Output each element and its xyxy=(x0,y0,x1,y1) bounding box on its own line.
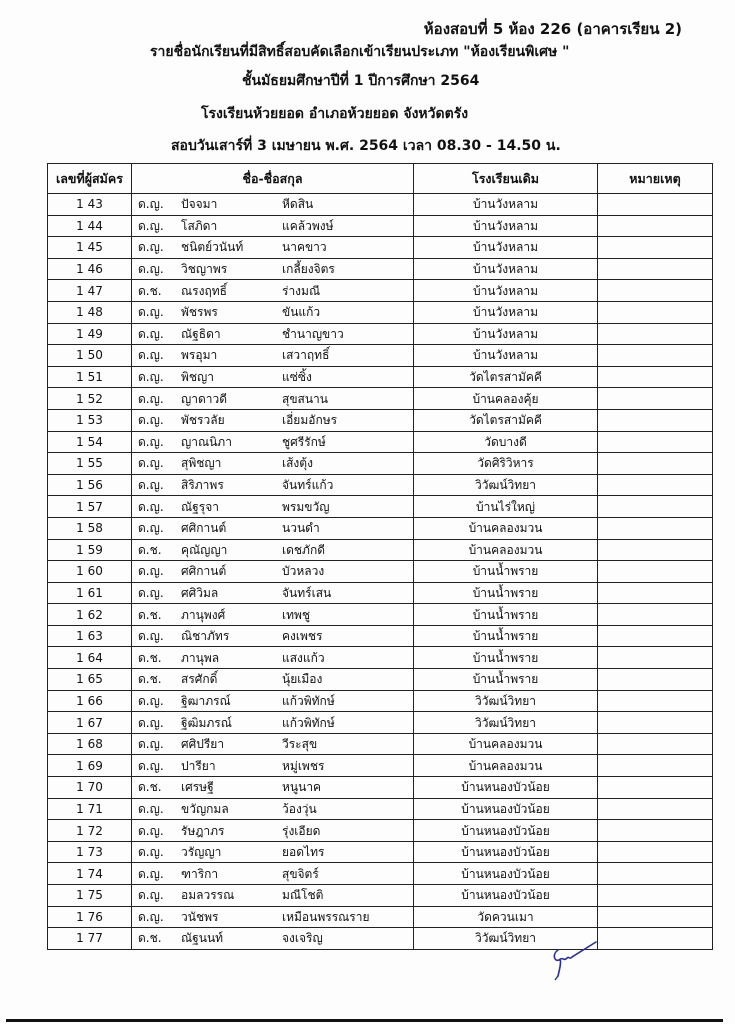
previous-school: บ้านน้ำพราย xyxy=(414,561,598,583)
table-row xyxy=(48,517,713,539)
name-prefix: ด.ญ. xyxy=(138,348,164,363)
first-name: เศรษฐี xyxy=(181,780,214,795)
last-name: ว้องวุ่น xyxy=(282,801,317,816)
previous-school: บ้านคลองมวน xyxy=(414,539,598,561)
remarks-cell xyxy=(598,561,713,583)
name-prefix: ด.ช. xyxy=(138,931,162,946)
full-name-cell xyxy=(132,539,414,561)
remarks-cell xyxy=(598,474,713,496)
remarks-cell xyxy=(598,798,713,820)
column-header-previous-school: โรงเรียนเดิม xyxy=(414,164,598,194)
table-row xyxy=(48,366,713,388)
table-row xyxy=(48,885,713,907)
applicant-number: 1 58 xyxy=(48,517,132,539)
last-name: สุขสนาน xyxy=(282,391,328,406)
full-name-cell xyxy=(132,409,414,431)
previous-school: บ้านคลองมวน xyxy=(414,755,598,777)
table-row xyxy=(48,474,713,496)
previous-school: วัดไตรสามัคคี xyxy=(414,366,598,388)
table-row xyxy=(48,323,713,345)
table-row xyxy=(48,798,713,820)
name-prefix: ด.ญ. xyxy=(138,909,164,924)
table-row xyxy=(48,582,713,604)
applicant-number: 1 74 xyxy=(48,863,132,885)
name-prefix: ด.ญ. xyxy=(138,413,164,428)
first-name: ภานุพงศ์ xyxy=(181,607,226,622)
applicant-number: 1 48 xyxy=(48,301,132,323)
remarks-cell xyxy=(598,345,713,367)
table-row xyxy=(48,194,713,216)
full-name-cell xyxy=(132,863,414,885)
first-name: ศศิปรียา xyxy=(181,737,225,752)
full-name-cell xyxy=(132,604,414,626)
remarks-cell xyxy=(598,496,713,518)
name-prefix: ด.ญ. xyxy=(138,629,164,644)
name-prefix: ด.ญ. xyxy=(138,801,164,816)
first-name: พิชญา xyxy=(181,370,215,385)
previous-school: บ้านหนองบัวน้อย xyxy=(414,863,598,885)
previous-school: วัดศิริวิหาร xyxy=(414,453,598,475)
remarks-cell xyxy=(598,539,713,561)
applicant-number: 1 66 xyxy=(48,690,132,712)
name-prefix: ด.ช. xyxy=(138,650,162,665)
previous-school: บ้านวังหลาม xyxy=(414,237,598,259)
previous-school: วิวัฒน์วิทยา xyxy=(414,474,598,496)
last-name: แคล้วพงษ์ xyxy=(282,218,334,233)
remarks-cell xyxy=(598,280,713,302)
school-heading: โรงเรียนห้วยยอด อำเภอห้วยยอด จังหวัดตรัง xyxy=(201,106,469,122)
last-name: รุ่งเอียด xyxy=(282,823,321,838)
table-row xyxy=(48,625,713,647)
remarks-cell xyxy=(598,906,713,928)
first-name: รัษฎาภร xyxy=(181,823,225,838)
remarks-cell xyxy=(598,604,713,626)
last-name: คงเพชร xyxy=(282,629,323,644)
last-name: มณีโชติ xyxy=(282,888,324,903)
first-name: อมลวรรณ xyxy=(181,888,235,903)
last-name: นาคขาว xyxy=(282,240,327,255)
last-name: จันทร์เสน xyxy=(282,585,332,600)
table-row xyxy=(48,863,713,885)
last-name: ชูศรีรักษ์ xyxy=(282,434,326,449)
remarks-cell xyxy=(598,388,713,410)
applicant-number: 1 60 xyxy=(48,561,132,583)
full-name-cell xyxy=(132,323,414,345)
table-row xyxy=(48,431,713,453)
table-row xyxy=(48,733,713,755)
first-name: โสภิดา xyxy=(181,218,218,233)
table-row xyxy=(48,604,713,626)
remarks-cell xyxy=(598,301,713,323)
first-name: ฑาริกา xyxy=(181,866,219,881)
previous-school: วัดบางดี xyxy=(414,431,598,453)
first-name: ญาดาวดี xyxy=(181,391,228,406)
last-name: นวนดำ xyxy=(282,521,320,536)
table-row xyxy=(48,215,713,237)
previous-school: บ้านวังหลาม xyxy=(414,301,598,323)
first-name: ณัฐธิดา xyxy=(181,326,221,341)
previous-school: บ้านหนองบัวน้อย xyxy=(414,777,598,799)
table-body xyxy=(48,194,713,950)
name-prefix: ด.ช. xyxy=(138,780,162,795)
table-row xyxy=(48,496,713,518)
remarks-cell xyxy=(598,712,713,734)
first-name: พัชรพร xyxy=(181,305,218,320)
last-name: ชำนาญขาว xyxy=(282,326,344,341)
last-name: เหมือนพรรณราย xyxy=(282,909,370,924)
document-title: รายชื่อนักเรียนที่มีสิทธิ์สอบคัดเลือกเข้าเรียนประเภท "ห้องเรียนพิเศษ " xyxy=(150,44,570,60)
last-name: ยอดไทร xyxy=(282,845,325,860)
table-row xyxy=(48,928,713,950)
applicant-number: 1 56 xyxy=(48,474,132,496)
full-name-cell xyxy=(132,841,414,863)
first-name: วนัชพร xyxy=(181,909,219,924)
previous-school: บ้านคลองมวน xyxy=(414,733,598,755)
table-row xyxy=(48,453,713,475)
table-row xyxy=(48,280,713,302)
table-row xyxy=(48,841,713,863)
last-name: หีดสิน xyxy=(282,197,314,212)
last-name: เอี่ยมอักษร xyxy=(282,413,338,428)
table-row xyxy=(48,561,713,583)
table-row xyxy=(48,258,713,280)
remarks-cell xyxy=(598,863,713,885)
previous-school: วิวัฒน์วิทยา xyxy=(414,712,598,734)
table-row xyxy=(48,712,713,734)
full-name-cell xyxy=(132,517,414,539)
remarks-cell xyxy=(598,669,713,691)
full-name-cell xyxy=(132,280,414,302)
full-name-cell xyxy=(132,496,414,518)
name-prefix: ด.ญ. xyxy=(138,262,164,277)
applicant-number: 1 68 xyxy=(48,733,132,755)
first-name: ญาณนิภา xyxy=(181,434,232,449)
full-name-cell xyxy=(132,345,414,367)
remarks-cell xyxy=(598,885,713,907)
table-row xyxy=(48,777,713,799)
last-name: สุขจิตร์ xyxy=(282,866,319,881)
last-name: จงเจริญ xyxy=(282,931,323,946)
applicant-number: 1 59 xyxy=(48,539,132,561)
last-name: เสวาฤทธิ์ xyxy=(282,348,330,363)
applicant-number: 1 53 xyxy=(48,409,132,431)
exam-room-heading: ห้องสอบที่ 5 ห้อง 226 (อาคารเรียน 2) xyxy=(423,20,682,38)
applicant-number: 1 61 xyxy=(48,582,132,604)
previous-school: บ้านคลองคุ้ย xyxy=(414,388,598,410)
first-name: วิชญาพร xyxy=(181,262,228,277)
remarks-cell xyxy=(598,841,713,863)
previous-school: บ้านหนองบัวน้อย xyxy=(414,798,598,820)
table-header-row xyxy=(48,164,713,194)
full-name-cell xyxy=(132,366,414,388)
previous-school: วิวัฒน์วิทยา xyxy=(414,928,598,950)
table-row xyxy=(48,669,713,691)
first-name: ขวัญกมล xyxy=(181,801,229,816)
applicant-number: 1 63 xyxy=(48,625,132,647)
previous-school: บ้านน้ำพราย xyxy=(414,625,598,647)
last-name: ขันแก้ว xyxy=(282,305,321,320)
full-name-cell xyxy=(132,777,414,799)
name-prefix: ด.ช. xyxy=(138,672,162,687)
table-row xyxy=(48,409,713,431)
previous-school: บ้านหนองบัวน้อย xyxy=(414,885,598,907)
applicant-number: 1 43 xyxy=(48,194,132,216)
previous-school: บ้านวังหลาม xyxy=(414,258,598,280)
previous-school: วัดควนเมา xyxy=(414,906,598,928)
full-name-cell xyxy=(132,798,414,820)
previous-school: บ้านคลองมวน xyxy=(414,517,598,539)
applicant-number: 1 76 xyxy=(48,906,132,928)
remarks-cell xyxy=(598,820,713,842)
applicant-number: 1 73 xyxy=(48,841,132,863)
column-header-applicant-no: เลขที่ผู้สมัคร xyxy=(48,164,132,194)
name-prefix: ด.ญ. xyxy=(138,197,164,212)
table-row xyxy=(48,820,713,842)
first-name: ฐิฒาภรณ์ xyxy=(181,693,231,708)
previous-school: บ้านน้ำพราย xyxy=(414,604,598,626)
remarks-cell xyxy=(598,258,713,280)
full-name-cell xyxy=(132,906,414,928)
table-row xyxy=(48,388,713,410)
first-name: ฐิฒิมภรณ์ xyxy=(181,715,232,730)
applicant-number: 1 71 xyxy=(48,798,132,820)
exam-date-heading: สอบวันเสาร์ที่ 3 เมษายน พ.ศ. 2564 เวลา 08.30 - 14.50 น. xyxy=(171,138,561,154)
remarks-cell xyxy=(598,625,713,647)
applicant-number: 1 47 xyxy=(48,280,132,302)
last-name: นุ้ยเมือง xyxy=(282,672,323,687)
last-name: บัวหลวง xyxy=(282,564,325,579)
previous-school: วัดไตรสามัคคี xyxy=(414,409,598,431)
applicant-number: 1 75 xyxy=(48,885,132,907)
column-header-full-name: ชื่อ-ชื่อสกุล xyxy=(132,164,414,194)
name-prefix: ด.ช. xyxy=(138,283,162,298)
remarks-cell xyxy=(598,366,713,388)
name-prefix: ด.ญ. xyxy=(138,370,164,385)
column-header-remarks: หมายเหตุ xyxy=(598,164,713,194)
first-name: ณิชาภัทร xyxy=(181,629,230,644)
first-name: วรัญญา xyxy=(181,845,222,860)
full-name-cell xyxy=(132,820,414,842)
full-name-cell xyxy=(132,474,414,496)
name-prefix: ด.ญ. xyxy=(138,564,164,579)
full-name-cell xyxy=(132,669,414,691)
last-name: เกลี้ยงจิตร xyxy=(282,262,335,277)
full-name-cell xyxy=(132,928,414,950)
first-name: สิริภาพร xyxy=(181,478,224,493)
applicant-number: 1 62 xyxy=(48,604,132,626)
previous-school: บ้านวังหลาม xyxy=(414,323,598,345)
full-name-cell xyxy=(132,712,414,734)
student-roster-table xyxy=(47,163,713,950)
last-name: วีระสุข xyxy=(282,737,318,752)
first-name: คุณัญญา xyxy=(181,542,228,557)
first-name: ณัฐรุจา xyxy=(181,499,219,514)
name-prefix: ด.ช. xyxy=(138,607,162,622)
table-row xyxy=(48,301,713,323)
applicant-number: 1 57 xyxy=(48,496,132,518)
name-prefix: ด.ญ. xyxy=(138,305,164,320)
applicant-number: 1 50 xyxy=(48,345,132,367)
last-name: เส้งตุ้ง xyxy=(282,456,313,471)
last-name: แซ่ซิ้ง xyxy=(282,370,312,385)
name-prefix: ด.ช. xyxy=(138,542,162,557)
full-name-cell xyxy=(132,690,414,712)
name-prefix: ด.ญ. xyxy=(138,218,164,233)
page-bottom-rule xyxy=(6,1019,723,1022)
remarks-cell xyxy=(598,928,713,950)
applicant-number: 1 51 xyxy=(48,366,132,388)
last-name: หมู่เพชร xyxy=(282,758,325,773)
first-name: สุพิชญา xyxy=(181,456,222,471)
name-prefix: ด.ญ. xyxy=(138,585,164,600)
last-name: จันทร์แก้ว xyxy=(282,478,334,493)
applicant-number: 1 65 xyxy=(48,669,132,691)
first-name: ภานุพล xyxy=(181,650,220,665)
last-name: เทพชู xyxy=(282,607,311,622)
name-prefix: ด.ญ. xyxy=(138,693,164,708)
applicant-number: 1 49 xyxy=(48,323,132,345)
applicant-number: 1 44 xyxy=(48,215,132,237)
first-name: ณัฐนนท์ xyxy=(181,931,224,946)
remarks-cell xyxy=(598,409,713,431)
full-name-cell xyxy=(132,258,414,280)
name-prefix: ด.ญ. xyxy=(138,866,164,881)
last-name: แก้วพิทักษ์ xyxy=(282,693,335,708)
last-name: เดชภักดี xyxy=(282,542,326,557)
name-prefix: ด.ญ. xyxy=(138,758,164,773)
applicant-number: 1 67 xyxy=(48,712,132,734)
full-name-cell xyxy=(132,647,414,669)
first-name: ศศิวิมล xyxy=(181,585,219,600)
previous-school: บ้านวังหลาม xyxy=(414,215,598,237)
name-prefix: ด.ญ. xyxy=(138,888,164,903)
remarks-cell xyxy=(598,453,713,475)
applicant-number: 1 46 xyxy=(48,258,132,280)
remarks-cell xyxy=(598,237,713,259)
full-name-cell xyxy=(132,582,414,604)
name-prefix: ด.ญ. xyxy=(138,391,164,406)
first-name: พัชรวลัย xyxy=(181,413,225,428)
applicant-number: 1 77 xyxy=(48,928,132,950)
first-name: สรศักดิ์ xyxy=(181,672,218,687)
applicant-number: 1 69 xyxy=(48,755,132,777)
table-row xyxy=(48,755,713,777)
applicant-number: 1 64 xyxy=(48,647,132,669)
full-name-cell xyxy=(132,561,414,583)
first-name: ปัจจมา xyxy=(181,197,218,212)
applicant-number: 1 52 xyxy=(48,388,132,410)
previous-school: บ้านไร่ใหญ่ xyxy=(414,496,598,518)
applicant-number: 1 54 xyxy=(48,431,132,453)
first-name: ปารียา xyxy=(181,758,216,773)
table-row xyxy=(48,906,713,928)
previous-school: บ้านน้ำพราย xyxy=(414,647,598,669)
previous-school: บ้านน้ำพราย xyxy=(414,582,598,604)
name-prefix: ด.ญ. xyxy=(138,326,164,341)
remarks-cell xyxy=(598,647,713,669)
grade-year-heading: ชั้นมัธยมศึกษาปีที่ 1 ปีการศึกษา 2564 xyxy=(242,73,480,89)
previous-school: บ้านหนองบัวน้อย xyxy=(414,820,598,842)
first-name: ณรงฤทธิ์ xyxy=(181,283,227,298)
full-name-cell xyxy=(132,194,414,216)
table-row xyxy=(48,237,713,259)
name-prefix: ด.ญ. xyxy=(138,823,164,838)
remarks-cell xyxy=(598,582,713,604)
applicant-number: 1 72 xyxy=(48,820,132,842)
previous-school: บ้านหนองบัวน้อย xyxy=(414,841,598,863)
remarks-cell xyxy=(598,323,713,345)
applicant-number: 1 45 xyxy=(48,237,132,259)
name-prefix: ด.ญ. xyxy=(138,434,164,449)
full-name-cell xyxy=(132,237,414,259)
last-name: แก้วพิทักษ์ xyxy=(282,715,335,730)
full-name-cell xyxy=(132,431,414,453)
remarks-cell xyxy=(598,215,713,237)
full-name-cell xyxy=(132,885,414,907)
remarks-cell xyxy=(598,777,713,799)
previous-school: บ้านวังหลาม xyxy=(414,345,598,367)
table-row xyxy=(48,345,713,367)
name-prefix: ด.ญ. xyxy=(138,845,164,860)
full-name-cell xyxy=(132,733,414,755)
first-name: พรอุมา xyxy=(181,348,218,363)
previous-school: วิวัฒน์วิทยา xyxy=(414,690,598,712)
last-name: พรมขวัญ xyxy=(282,499,330,514)
first-name: ชนิตย์วนันท์ xyxy=(181,240,244,255)
previous-school: บ้านน้ำพราย xyxy=(414,669,598,691)
previous-school: บ้านวังหลาม xyxy=(414,280,598,302)
remarks-cell xyxy=(598,690,713,712)
remarks-cell xyxy=(598,517,713,539)
full-name-cell xyxy=(132,301,414,323)
full-name-cell xyxy=(132,755,414,777)
table-row xyxy=(48,647,713,669)
full-name-cell xyxy=(132,215,414,237)
name-prefix: ด.ญ. xyxy=(138,521,164,536)
name-prefix: ด.ญ. xyxy=(138,240,164,255)
name-prefix: ด.ญ. xyxy=(138,499,164,514)
full-name-cell xyxy=(132,453,414,475)
applicant-number: 1 70 xyxy=(48,777,132,799)
full-name-cell xyxy=(132,625,414,647)
name-prefix: ด.ญ. xyxy=(138,737,164,752)
remarks-cell xyxy=(598,755,713,777)
previous-school: บ้านวังหลาม xyxy=(414,194,598,216)
name-prefix: ด.ญ. xyxy=(138,456,164,471)
remarks-cell xyxy=(598,733,713,755)
first-name: ศศิกานต์ xyxy=(181,521,227,536)
name-prefix: ด.ญ. xyxy=(138,715,164,730)
full-name-cell xyxy=(132,388,414,410)
first-name: ศศิกานต์ xyxy=(181,564,227,579)
last-name: ร่างมณี xyxy=(282,283,321,298)
applicant-number: 1 55 xyxy=(48,453,132,475)
signature-icon xyxy=(550,940,600,984)
last-name: แสงแก้ว xyxy=(282,650,325,665)
name-prefix: ด.ญ. xyxy=(138,478,164,493)
table-row xyxy=(48,539,713,561)
remarks-cell xyxy=(598,194,713,216)
remarks-cell xyxy=(598,431,713,453)
last-name: หนูนาค xyxy=(282,780,322,795)
table-row xyxy=(48,690,713,712)
